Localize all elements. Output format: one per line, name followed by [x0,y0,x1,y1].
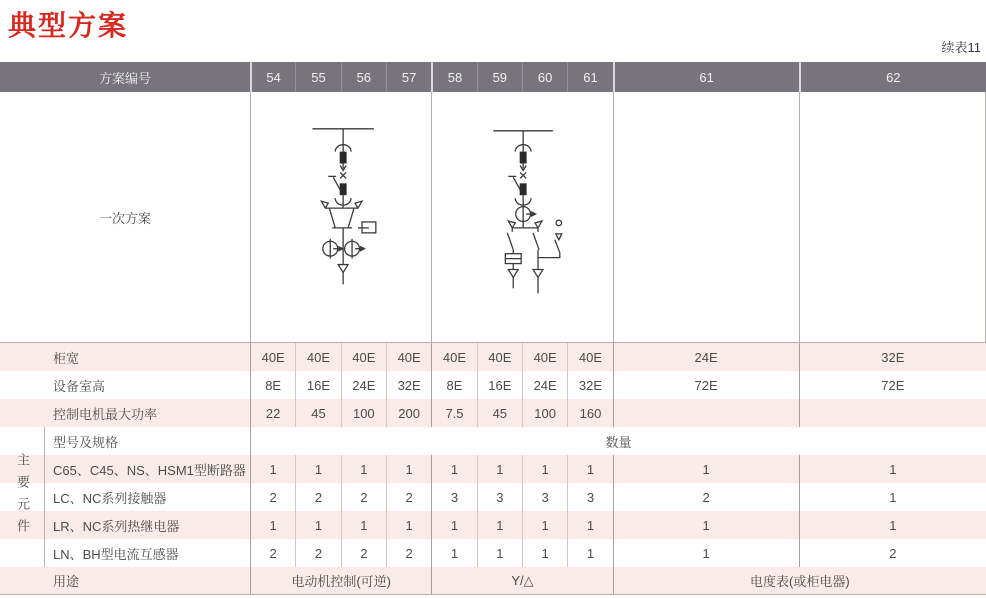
cell-value: 8E [250,371,295,399]
diagram-cell-58-61 [431,92,612,342]
cell-value: 1 [567,511,612,539]
typical-scheme-table [0,62,986,595]
main-components-group-label: 主要元件 [15,453,30,541]
cell-value: 1 [386,511,431,539]
usage-cell-star-delta: Y/△ [431,567,612,594]
cell-value: 1 [613,455,799,483]
row-label: C65、C45、NS、HSM1型断路器 [53,462,246,478]
cell-value: 1 [613,511,799,539]
row-label: 用途 [53,574,80,589]
diagram-cell-61-wide-empty [613,92,799,342]
cell-value: 1 [477,511,522,539]
diagram-cell-54-57 [250,92,431,342]
quantity-header-cell: 数量 [250,427,986,455]
cell-value: 160 [567,399,612,427]
cell-value: 8E [431,371,476,399]
cell-value: 2 [613,483,799,511]
cell-value: 40E [386,343,431,371]
cell-value: 2 [386,483,431,511]
cell-value: 40E [295,343,340,371]
cell-value: 72E [613,371,799,399]
page-header [0,0,986,62]
cell-value: 100 [341,399,386,427]
row-spec-quantity [0,427,986,455]
usage-cell-meter: 电度表(或柜电器) [613,567,986,594]
cell-value: 24E [522,371,567,399]
cell-value: 1 [477,539,522,567]
cell-value: 2 [295,483,340,511]
cell-value: 2 [341,483,386,511]
table-continuation-note: 续表11 [941,40,981,55]
header-col-56: 56 [341,62,386,92]
cell-value: 2 [799,539,986,567]
star-delta-starter-one-line-diagram-icon [432,92,612,343]
cell-value: 1 [250,455,295,483]
cell-value: 40E [431,343,476,371]
cell-value: 1 [799,511,986,539]
cell-value: 3 [522,483,567,511]
cell-value: 72E [799,371,986,399]
primary-scheme-label: 一次方案 [98,210,151,226]
cell-value: 40E [522,343,567,371]
table-header-row [0,62,986,92]
header-col-62-wide: 62 [799,62,986,92]
diagram-cell-62-wide-empty [799,92,986,342]
cell-value: 1 [431,539,476,567]
cell-value: 1 [295,511,340,539]
row-label: 型号及规格 [53,434,119,450]
header-col-54: 54 [250,62,295,92]
cell-value: 24E [613,343,799,371]
cell-value: 2 [386,539,431,567]
row-max-motor-power [0,399,986,427]
header-col-60: 60 [522,62,567,92]
header-col-57: 57 [386,62,431,92]
cell-value: 1 [295,455,340,483]
cell-value: 1 [567,539,612,567]
cell-value: 200 [386,399,431,427]
row-contactors [0,483,986,511]
cell-value: 16E [477,371,522,399]
cell-value: 1 [341,511,386,539]
header-scheme-number-label: 方案编号 [98,70,151,86]
cell-value: 1 [431,455,476,483]
cell-value: 1 [522,455,567,483]
primary-scheme-row [0,92,986,343]
cell-value: 1 [250,511,295,539]
cell-value [613,399,799,427]
cell-value: 3 [431,483,476,511]
cell-value: 1 [522,511,567,539]
header-col-61: 61 [567,62,612,92]
cell-value: 40E [567,343,612,371]
cell-value: 45 [295,399,340,427]
row-cabinet-width [0,343,986,371]
row-room-height [0,371,986,399]
cell-value: 7.5 [431,399,476,427]
cell-value: 32E [386,371,431,399]
reversible-motor-starter-one-line-diagram-icon [251,92,431,343]
cell-value: 1 [613,539,799,567]
cell-value: 1 [799,455,986,483]
row-label: 设备室高 [53,378,106,394]
row-label: LR、NC系列热继电器 [53,518,180,534]
cell-value: 24E [341,371,386,399]
header-col-55: 55 [295,62,340,92]
header-col-59: 59 [477,62,522,92]
cell-value: 40E [250,343,295,371]
header-col-61-wide: 61 [613,62,799,92]
cell-value: 2 [341,539,386,567]
cell-value: 1 [477,455,522,483]
cell-value: 1 [522,539,567,567]
cell-value: 2 [250,539,295,567]
row-thermal-relays [0,511,986,539]
cell-value [799,399,986,427]
row-current-transformers [0,539,986,567]
cell-value: 1 [567,455,612,483]
cell-value: 2 [250,483,295,511]
cell-value: 1 [799,483,986,511]
cell-value: 1 [386,455,431,483]
header-col-58: 58 [431,62,476,92]
cell-value: 3 [477,483,522,511]
page-title: 典型方案 [8,10,129,41]
cell-value: 32E [567,371,612,399]
row-label: 柜宽 [53,350,80,366]
cell-value: 3 [567,483,612,511]
cell-value: 1 [341,455,386,483]
cell-value: 40E [341,343,386,371]
row-usage [0,567,986,595]
row-label: 控制电机最大功率 [53,406,158,422]
cell-value: 2 [295,539,340,567]
row-label: LN、BH型电流互感器 [53,546,179,562]
cell-value: 40E [477,343,522,371]
row-label: LC、NC系列接触器 [53,490,167,506]
usage-cell-motor-control: 电动机控制(可逆) [250,567,431,594]
cell-value: 22 [250,399,295,427]
cell-value: 100 [522,399,567,427]
cell-value: 45 [477,399,522,427]
row-circuit-breakers [0,455,986,483]
cell-value: 1 [431,511,476,539]
cell-value: 32E [799,343,986,371]
cell-value: 16E [295,371,340,399]
